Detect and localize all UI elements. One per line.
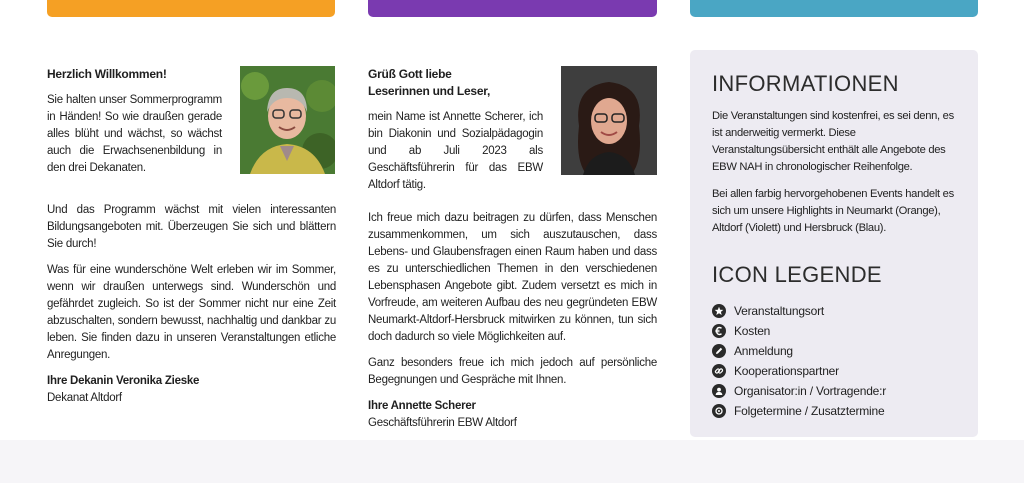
portrait-photo-veronika-zieske <box>240 66 335 174</box>
legend-label: Folgetermine / Zusatztermine <box>734 404 885 418</box>
signature-name: Ihre Dekanin Veronika Zieske <box>47 375 200 387</box>
signature-role: Dekanat Altdorf <box>47 392 122 404</box>
information-paragraph-2: Bei allen farbig hervorgehobenen Events handelt es sich um unsere Highlights in Neumarkt (Orange), Altdorf (Violett) und Hersbruck (Blau). <box>712 188 954 234</box>
welcome-paragraph-2: Was für eine wunderschöne Welt erleben wir im Sommer, wenn wir draußen unterwegs sind. Wunderschön und gefährdet zugleich. So ist der Sommer nicht nur eine Zeit abzuschalten, sondern bewusst, nachhaltig und dankbar zu leben. Sie finden dazu in unseren Veranstaltungen etliche Anregungen. <box>47 264 336 361</box>
icon-legend-title: ICON LEGENDE <box>712 262 882 287</box>
welcome-intro: Sie halten unser Sommerprogramm in Händen! So wie draußen gerade alles blüht und wächst, so wächst auch die Erwachsenenbildung in den drei Dekanaten. <box>47 94 222 174</box>
altdorf-color-bar <box>368 0 657 17</box>
greeting-paragraph-1: Ich freue mich dazu beitragen zu dürfen, dass Menschen zusammenkommen, um sich auszutauschen, dass Lebens- und Glaubensfragen einen Raum haben und dass es zu unterschiedlichen Themen in den verschiedenen Lebensphasen Angebote gibt. Zudem versetzt es mich in Vorfreude, am weiteren Aufbau des neu gegründeten EBW Neumarkt-Altdorf-Hersbruck mitwirken zu können, tun sich doch dadurch so viele Möglichkeiten auf. <box>368 212 657 343</box>
legend-item-anmeldung <box>712 341 956 361</box>
star-icon <box>712 304 726 318</box>
information-title: INFORMATIONEN <box>712 71 899 96</box>
information-panel <box>690 50 978 437</box>
legend-item-veranstaltungsort <box>712 301 956 321</box>
legend-label: Veranstaltungsort <box>734 304 824 318</box>
legend-label: Organisator:in / Vortragende:r <box>734 384 887 398</box>
legend-label: Kosten <box>734 324 771 338</box>
portrait-photo-annette-scherer <box>561 66 657 175</box>
legend-item-kosten <box>712 321 956 341</box>
greeting-heading-line-1: Grüß Gott liebe <box>368 67 452 81</box>
legend-item-organisator <box>712 381 956 401</box>
repeat-icon <box>712 404 726 418</box>
legend-label: Anmeldung <box>734 344 793 358</box>
link-icon <box>712 364 726 378</box>
welcome-heading: Herzlich Willkommen! <box>47 67 167 81</box>
hersbruck-color-bar <box>690 0 978 17</box>
neumarkt-color-bar <box>47 0 335 17</box>
icon-legend-list <box>712 301 956 421</box>
page-footer-band <box>0 440 1024 483</box>
legend-item-folgetermine <box>712 401 956 421</box>
signature-role: Geschäftsführerin EBW Altdorf <box>368 417 517 429</box>
greeting-heading-line-2: Leserinnen und Leser, <box>368 84 491 98</box>
legend-label: Kooperationspartner <box>734 364 839 378</box>
information-paragraph-1: Die Veranstaltungen sind kostenfrei, es sei denn, es ist anderweitig vermerkt. Diese Veranstaltungsübersicht enthält alle Angebote des EBW NAH in chronologischer Reihenfolge. <box>712 110 954 173</box>
welcome-paragraph-1: Und das Programm wächst mit vielen interessanten Bildungsangeboten mit. Überzeugen Sie sich und blättern Sie durch! <box>47 204 336 250</box>
euro-icon <box>712 324 726 338</box>
signature-name: Ihre Annette Scherer <box>368 400 476 412</box>
pencil-icon <box>712 344 726 358</box>
greeting-paragraph-2: Ganz besonders freue ich mich jedoch auf persönliche Begegnungen und Gespräche mit Ihnen. <box>368 357 657 386</box>
legend-item-kooperationspartner <box>712 361 956 381</box>
person-icon <box>712 384 726 398</box>
greeting-intro: mein Name ist Annette Scherer, ich bin Diakonin und Sozialpädagogin und ab Juli 2023 als Geschäftsführerin für das EBW Altdorf tätig. <box>368 111 543 191</box>
